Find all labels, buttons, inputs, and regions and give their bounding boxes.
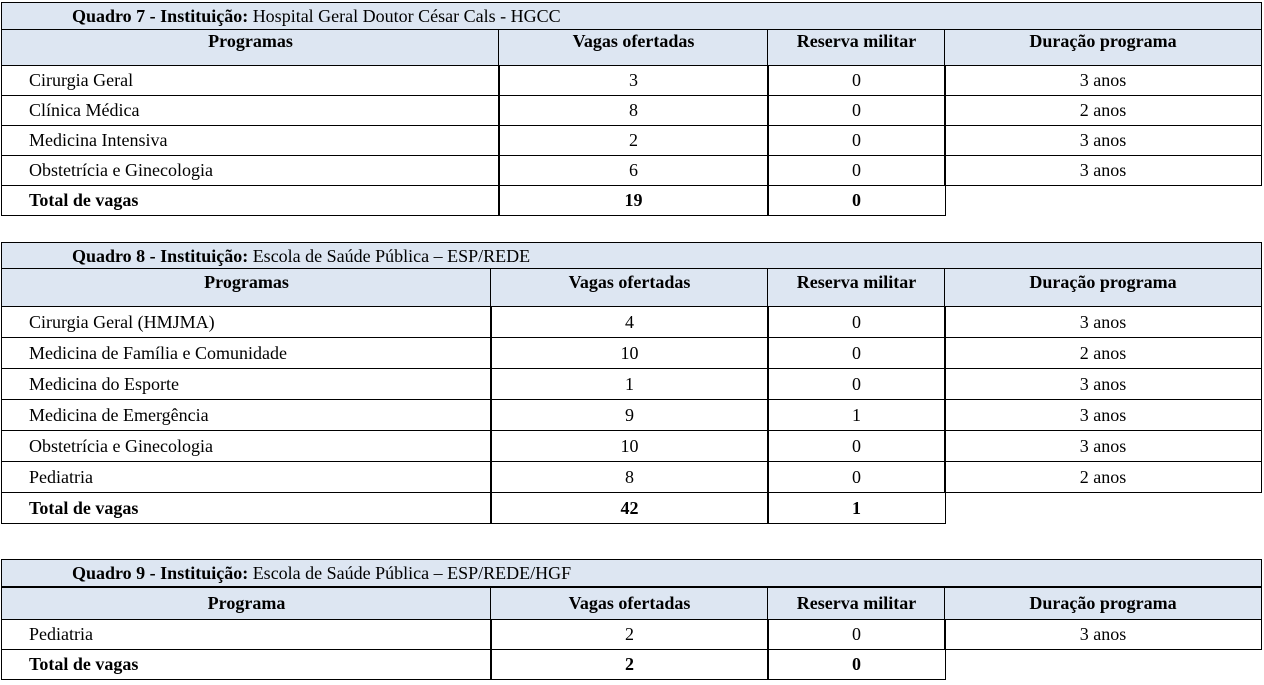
cell-programa: Obstetrícia e Ginecologia bbox=[1, 430, 492, 462]
header-programas: Programas bbox=[1, 268, 492, 307]
cell-duracao: 3 anos bbox=[944, 619, 1262, 650]
cell-programa: Cirurgia Geral (HMJMA) bbox=[1, 306, 492, 338]
cell-programa: Obstetrícia e Ginecologia bbox=[1, 155, 500, 186]
cell-duracao: 2 anos bbox=[944, 337, 1262, 369]
cell-reserva: 0 bbox=[767, 619, 946, 650]
table-title-institution: Hospital Geral Doutor César Cals - HGCC bbox=[248, 6, 561, 26]
header-duracao: Duração programa bbox=[944, 587, 1262, 620]
cell-duracao: 3 anos bbox=[944, 155, 1262, 186]
header-duracao: Duração programa bbox=[944, 268, 1262, 307]
cell-programa: Pediatria bbox=[1, 619, 492, 650]
cell-duracao: 2 anos bbox=[944, 461, 1262, 493]
table-title-bold: Quadro 7 - Instituição: bbox=[72, 6, 249, 26]
cell-duracao: 3 anos bbox=[944, 430, 1262, 462]
total-label: Total de vagas bbox=[1, 492, 492, 524]
total-label: Total de vagas bbox=[1, 649, 492, 680]
cell-vagas: 2 bbox=[490, 619, 769, 650]
cell-programa: Medicina de Família e Comunidade bbox=[1, 337, 492, 369]
cell-duracao: 3 anos bbox=[944, 306, 1262, 338]
cell-duracao: 3 anos bbox=[944, 65, 1262, 96]
table-title bbox=[1, 2, 1262, 30]
cell-reserva: 0 bbox=[767, 306, 946, 338]
cell-programa: Pediatria bbox=[1, 461, 492, 493]
cell-vagas: 1 bbox=[490, 368, 769, 400]
cell-programa: Cirurgia Geral bbox=[1, 65, 500, 96]
header-reserva: Reserva militar bbox=[767, 29, 946, 66]
cell-reserva: 0 bbox=[767, 65, 946, 96]
header-reserva: Reserva militar bbox=[767, 587, 946, 620]
cell-reserva: 0 bbox=[767, 430, 946, 462]
total-reserva: 0 bbox=[767, 649, 946, 680]
cell-vagas: 10 bbox=[490, 430, 769, 462]
total-reserva: 1 bbox=[767, 492, 946, 524]
header-vagas: Vagas ofertadas bbox=[490, 587, 769, 620]
cell-duracao: 3 anos bbox=[944, 368, 1262, 400]
cell-duracao: 2 anos bbox=[944, 95, 1262, 126]
table-title-bold: Quadro 8 - Instituição: bbox=[72, 246, 249, 266]
cell-duracao: 3 anos bbox=[944, 125, 1262, 156]
cell-reserva: 0 bbox=[767, 125, 946, 156]
cell-vagas: 10 bbox=[490, 337, 769, 369]
header-programas: Programas bbox=[1, 29, 500, 66]
cell-reserva: 0 bbox=[767, 461, 946, 493]
table-title bbox=[1, 559, 1262, 587]
cell-duracao: 3 anos bbox=[944, 399, 1262, 431]
total-label: Total de vagas bbox=[1, 185, 500, 216]
table-title-institution: Escola de Saúde Pública – ESP/REDE/HGF bbox=[248, 563, 572, 583]
cell-vagas: 9 bbox=[490, 399, 769, 431]
cell-reserva: 0 bbox=[767, 368, 946, 400]
cell-vagas: 6 bbox=[498, 155, 769, 186]
cell-reserva: 0 bbox=[767, 155, 946, 186]
cell-reserva: 0 bbox=[767, 337, 946, 369]
cell-reserva: 1 bbox=[767, 399, 946, 431]
cell-programa: Medicina Intensiva bbox=[1, 125, 500, 156]
total-vagas: 2 bbox=[490, 649, 769, 680]
cell-vagas: 3 bbox=[498, 65, 769, 96]
total-vagas: 42 bbox=[490, 492, 769, 524]
cell-programa: Clínica Médica bbox=[1, 95, 500, 126]
cell-vagas: 2 bbox=[498, 125, 769, 156]
cell-programa: Medicina do Esporte bbox=[1, 368, 492, 400]
header-reserva: Reserva militar bbox=[767, 268, 946, 307]
header-programas: Programa bbox=[1, 587, 492, 620]
table-title bbox=[1, 242, 1262, 270]
header-vagas: Vagas ofertadas bbox=[490, 268, 769, 307]
table-title-institution: Escola de Saúde Pública – ESP/REDE bbox=[248, 246, 531, 266]
header-vagas: Vagas ofertadas bbox=[498, 29, 769, 66]
cell-vagas: 8 bbox=[498, 95, 769, 126]
cell-programa: Medicina de Emergência bbox=[1, 399, 492, 431]
header-duracao: Duração programa bbox=[944, 29, 1262, 66]
total-vagas: 19 bbox=[498, 185, 769, 216]
table-title-bold: Quadro 9 - Instituição: bbox=[72, 563, 249, 583]
cell-vagas: 4 bbox=[490, 306, 769, 338]
cell-reserva: 0 bbox=[767, 95, 946, 126]
total-reserva: 0 bbox=[767, 185, 946, 216]
cell-vagas: 8 bbox=[490, 461, 769, 493]
